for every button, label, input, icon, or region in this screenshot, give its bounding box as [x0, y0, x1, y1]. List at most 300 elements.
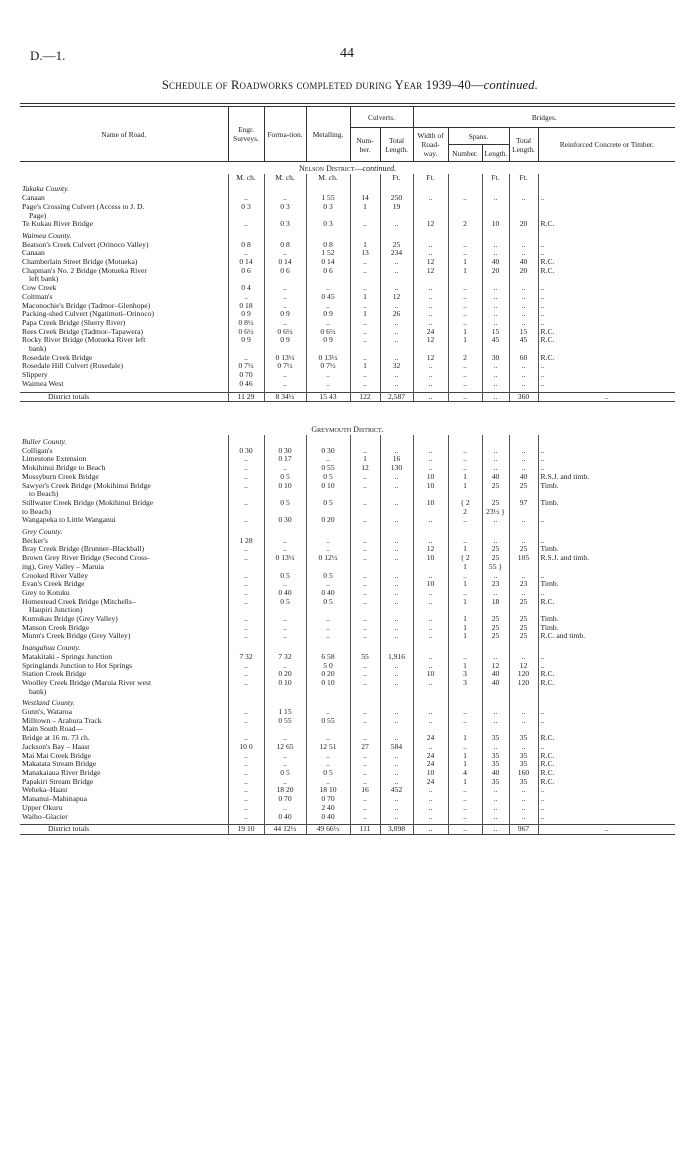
culvert-length: .. — [380, 319, 413, 328]
formation: 0 3 — [264, 203, 306, 212]
formation: .. — [264, 319, 306, 328]
road-name: Stillwater Creek Bridge (Mokihinui Bridge — [22, 498, 154, 507]
table-row — [20, 670, 675, 679]
bridge-length: .. — [509, 717, 538, 726]
construction-type — [538, 688, 675, 697]
roadway-width: .. — [413, 795, 448, 804]
culvert-length: .. — [380, 589, 413, 598]
construction-type: R.C. — [538, 354, 675, 363]
table-row — [20, 275, 675, 284]
culvert-number: 1 — [350, 241, 380, 250]
table-row — [20, 354, 675, 363]
table-row — [20, 606, 675, 615]
construction-type: .. — [538, 380, 675, 389]
culvert-length — [380, 508, 413, 517]
roadway-width: .. — [413, 743, 448, 752]
metalling: 5 0 — [306, 662, 350, 671]
bridge-length: 15 — [509, 328, 538, 337]
road-name: Brown Grey River Bridge (Second Cross- — [22, 554, 150, 563]
engr-surveys — [228, 563, 264, 572]
culvert-number: .. — [350, 447, 380, 456]
road-name: Bray Creek Bridge (Brunner–Blackball) — [22, 545, 145, 554]
roadway-width: .. — [413, 380, 448, 389]
metalling: .. — [306, 760, 350, 769]
road-name: Packing-shed Culvert (Ngatimoti–Orinoco) — [22, 310, 155, 319]
road-name: bank) — [29, 687, 47, 696]
construction-type: .. — [538, 249, 675, 258]
roadway-width: 24 — [413, 760, 448, 769]
road-name: Canaan — [22, 249, 45, 258]
culvert-length: .. — [380, 670, 413, 679]
bridge-length: 160 — [509, 769, 538, 778]
roadway-width: .. — [413, 537, 448, 546]
formation: 0 70 — [264, 795, 306, 804]
spacer — [448, 232, 482, 241]
formation — [264, 688, 306, 697]
culvert-length: .. — [380, 482, 413, 491]
spacer — [306, 699, 350, 708]
construction-type: R.S.J. and timb. — [538, 554, 675, 563]
formation: .. — [264, 302, 306, 311]
spans-length: .. — [482, 362, 509, 371]
total-roadway-width: .. — [413, 392, 448, 402]
spans-number: .. — [448, 717, 482, 726]
construction-type: .. — [538, 241, 675, 250]
formation: 0 6 — [264, 267, 306, 276]
bridge-length: 23 — [509, 580, 538, 589]
formation: .. — [264, 734, 306, 743]
roadway-width: .. — [413, 194, 448, 203]
spans-length: .. — [482, 572, 509, 581]
culvert-length: .. — [380, 499, 413, 508]
bridge-length: .. — [509, 455, 538, 464]
construction-type — [538, 725, 675, 734]
culvert-length: .. — [380, 679, 413, 688]
schedule-body — [20, 162, 675, 835]
culvert-number: 1 — [350, 310, 380, 319]
spans-length: 18 — [482, 598, 509, 607]
engr-surveys — [228, 606, 264, 615]
roadway-width: 24 — [413, 328, 448, 337]
spans-number: .. — [448, 380, 482, 389]
culvert-length: .. — [380, 371, 413, 380]
road-name: Coltman's — [22, 292, 53, 301]
metalling: 0 5 — [306, 473, 350, 482]
formation: .. — [264, 632, 306, 641]
spacer — [482, 644, 509, 653]
bridge-length: .. — [509, 362, 538, 371]
culvert-length: 19 — [380, 203, 413, 212]
spans-length: 35 — [482, 760, 509, 769]
table-row — [20, 203, 675, 212]
formation: 0 13½ — [264, 554, 306, 563]
spans-number: .. — [448, 241, 482, 250]
spans-number: 4 — [448, 769, 482, 778]
road-name: Homestead Creek Bridge (Mitchells– — [22, 597, 136, 606]
roadway-width: .. — [413, 679, 448, 688]
table-row — [20, 563, 675, 572]
table-row — [20, 786, 675, 795]
culvert-length: .. — [380, 795, 413, 804]
col-header-formation: Forma-tion. — [264, 107, 306, 162]
roadway-width: 12 — [413, 258, 448, 267]
engr-surveys — [228, 508, 264, 517]
culvert-length: .. — [380, 328, 413, 337]
metalling: .. — [306, 632, 350, 641]
road-name: Mananui–Mahinapua — [22, 795, 87, 804]
culvert-length: .. — [380, 624, 413, 633]
culvert-length — [380, 275, 413, 284]
construction-type: .. — [538, 743, 675, 752]
construction-type: .. — [538, 537, 675, 546]
table-row — [20, 743, 675, 752]
spans-length: 12 — [482, 662, 509, 671]
formation: 0 20 — [264, 670, 306, 679]
culvert-length: 234 — [380, 249, 413, 258]
metalling: 0 6 — [306, 267, 350, 276]
spans-length: .. — [482, 464, 509, 473]
formation: .. — [264, 371, 306, 380]
table-row — [20, 371, 675, 380]
roadway-width: 10 — [413, 554, 448, 563]
roadway-width — [413, 606, 448, 615]
engr-surveys: .. — [228, 455, 264, 464]
unit-label: Ft. — [413, 174, 448, 183]
engr-surveys: .. — [228, 354, 264, 363]
culvert-length: 250 — [380, 194, 413, 203]
total-formation: 8 34½ — [264, 392, 306, 402]
metalling: 0 5 — [306, 598, 350, 607]
culvert-number — [350, 688, 380, 697]
culvert-length: .. — [380, 734, 413, 743]
table-row — [20, 598, 675, 607]
unit-label: Ft. — [509, 174, 538, 183]
spacer — [228, 438, 264, 447]
construction-type — [538, 203, 675, 212]
roadway-width: .. — [413, 284, 448, 293]
bridge-length: .. — [509, 302, 538, 311]
bridge-length: .. — [509, 743, 538, 752]
culvert-length: 16 — [380, 455, 413, 464]
construction-type: .. — [538, 302, 675, 311]
formation: 0 5 — [264, 473, 306, 482]
spacer — [538, 232, 675, 241]
engr-surveys: .. — [228, 249, 264, 258]
culvert-number — [350, 563, 380, 572]
table-row — [20, 554, 675, 563]
table-row — [20, 760, 675, 769]
district-heading — [20, 165, 675, 174]
table-row — [20, 795, 675, 804]
road-name: Bridge at 16 m. 73 ch. — [22, 734, 90, 743]
road-name: Papa Creek Bridge (Sherry River) — [22, 318, 126, 327]
culvert-number: .. — [350, 632, 380, 641]
spans-length: 30 — [482, 354, 509, 363]
spans-number: 1 — [448, 752, 482, 761]
metalling: 0 55 — [306, 464, 350, 473]
table-row — [20, 499, 675, 508]
roadway-width: .. — [413, 717, 448, 726]
construction-type: .. — [538, 464, 675, 473]
spacer — [538, 644, 675, 653]
county-heading — [20, 528, 675, 537]
spacer — [448, 528, 482, 537]
bridge-length — [509, 212, 538, 221]
bridge-length: 40 — [509, 473, 538, 482]
spans-length: 40 — [482, 258, 509, 267]
culvert-number: .. — [350, 499, 380, 508]
engr-surveys: 0 6½ — [228, 328, 264, 337]
road-name: Rosedale Hill Culvert (Rosedale) — [22, 362, 124, 371]
spacer — [413, 644, 448, 653]
bridge-length: 97 — [509, 499, 538, 508]
spacer — [228, 644, 264, 653]
spans-number: 1 — [448, 482, 482, 491]
metalling: 0 9 — [306, 336, 350, 345]
formation: .. — [264, 537, 306, 546]
culvert-number: .. — [350, 284, 380, 293]
spans-length: 25 — [482, 632, 509, 641]
table-row — [20, 310, 675, 319]
culvert-number: .. — [350, 769, 380, 778]
spans-length: .. — [482, 249, 509, 258]
formation — [264, 212, 306, 221]
roadway-width: .. — [413, 516, 448, 525]
road-name: Rees Creek Bridge (Tadmor–Tapawera) — [22, 327, 144, 336]
culvert-number: .. — [350, 760, 380, 769]
metalling: .. — [306, 580, 350, 589]
engr-surveys: .. — [228, 572, 264, 581]
spacer — [350, 232, 380, 241]
roadway-width: .. — [413, 310, 448, 319]
page-title — [0, 78, 700, 93]
formation: .. — [264, 284, 306, 293]
bridge-length: 105 — [509, 554, 538, 563]
table-row — [20, 580, 675, 589]
total-spans-length: .. — [482, 825, 509, 835]
engr-surveys: .. — [228, 545, 264, 554]
formation — [264, 606, 306, 615]
table-row — [20, 813, 675, 822]
engr-surveys: .. — [228, 516, 264, 525]
road-name: Maconochie's Bridge (Tadmor–Glenhope) — [22, 301, 151, 310]
culvert-length — [380, 606, 413, 615]
metalling — [306, 212, 350, 221]
road-name: Kumukau Bridge (Grey Valley) — [22, 615, 118, 624]
construction-type: .. — [538, 589, 675, 598]
engr-surveys: .. — [228, 624, 264, 633]
bridge-length: 20 — [509, 267, 538, 276]
engr-surveys: .. — [228, 220, 264, 229]
formation: 0 17 — [264, 455, 306, 464]
district-name: Nelson District— — [298, 165, 363, 173]
county-name: Westland County. — [22, 699, 75, 708]
bridge-length — [509, 490, 538, 499]
roadway-width: .. — [413, 632, 448, 641]
culvert-number: .. — [350, 537, 380, 546]
road-name: Waiho–Glacier — [22, 812, 68, 821]
formation — [264, 275, 306, 284]
culvert-length: .. — [380, 717, 413, 726]
road-name: Wangapeka to Little Wanganui — [22, 516, 116, 525]
spans-length: .. — [482, 241, 509, 250]
spacer — [482, 185, 509, 194]
culvert-number: .. — [350, 380, 380, 389]
formation: 0 5 — [264, 499, 306, 508]
roadway-width: .. — [413, 241, 448, 250]
table-row — [20, 653, 675, 662]
county-heading — [20, 232, 675, 241]
bridge-length: 45 — [509, 336, 538, 345]
culvert-length: .. — [380, 473, 413, 482]
culvert-number: .. — [350, 328, 380, 337]
culvert-number: .. — [350, 804, 380, 813]
spans-length — [482, 203, 509, 212]
bridge-length: 35 — [509, 734, 538, 743]
formation: 0 6½ — [264, 328, 306, 337]
bridge-length: .. — [509, 447, 538, 456]
spacer — [482, 232, 509, 241]
road-name: Rocky River Bridge (Motueka River left — [22, 336, 146, 345]
culvert-number: 12 — [350, 464, 380, 473]
roadway-width: .. — [413, 589, 448, 598]
spans-number: .. — [448, 302, 482, 311]
culvert-number: .. — [350, 354, 380, 363]
construction-type: .. — [538, 293, 675, 302]
roadway-width: .. — [413, 362, 448, 371]
culvert-number: .. — [350, 662, 380, 671]
engr-surveys: 0 8½ — [228, 319, 264, 328]
formation: 0 55 — [264, 717, 306, 726]
road-name: Page's Crossing Culvert (Access to J. D. — [22, 202, 145, 211]
culvert-number: .. — [350, 302, 380, 311]
metalling: 0 10 — [306, 679, 350, 688]
construction-type: Timb. — [538, 545, 675, 554]
spacer — [264, 232, 306, 241]
construction-type: .. — [538, 572, 675, 581]
engr-surveys: 0 3 — [228, 203, 264, 212]
road-name: left bank) — [29, 275, 59, 284]
roadway-width: .. — [413, 572, 448, 581]
bridge-length: .. — [509, 589, 538, 598]
roadway-width — [413, 725, 448, 734]
road-name: Mai Mai Creek Bridge — [22, 751, 91, 760]
table-row — [20, 537, 675, 546]
culvert-number: 1 — [350, 203, 380, 212]
spans-number: .. — [448, 708, 482, 717]
col-header-culvert-length: Total Length. — [380, 128, 413, 162]
spacer — [264, 528, 306, 537]
spans-length: 23½ } — [482, 508, 509, 517]
table-row — [20, 572, 675, 581]
bridge-length: .. — [509, 284, 538, 293]
bridge-length: .. — [509, 708, 538, 717]
culvert-number — [350, 275, 380, 284]
table-row — [20, 212, 675, 221]
total-metalling: 49 66½ — [306, 825, 350, 835]
formation: .. — [264, 464, 306, 473]
road-name: Waimea West — [22, 379, 64, 388]
total-engr-surveys: 11 29 — [228, 392, 264, 402]
metalling — [306, 606, 350, 615]
roadway-width: .. — [413, 662, 448, 671]
construction-type — [538, 275, 675, 284]
culvert-number: .. — [350, 752, 380, 761]
col-header-name: Name of Road. — [20, 107, 228, 162]
spans-length: .. — [482, 653, 509, 662]
metalling: 0 8 — [306, 241, 350, 250]
culvert-length: 25 — [380, 241, 413, 250]
culvert-length: .. — [380, 769, 413, 778]
culvert-length: 584 — [380, 743, 413, 752]
spans-length: .. — [482, 302, 509, 311]
bridge-length: .. — [509, 310, 538, 319]
col-header-bridge-length: Total Length. — [509, 128, 538, 162]
formation: 7 32 — [264, 653, 306, 662]
road-name: Colligan's — [22, 446, 53, 455]
culvert-length — [380, 345, 413, 354]
engr-surveys: .. — [228, 804, 264, 813]
spacer — [509, 185, 538, 194]
culvert-number: .. — [350, 336, 380, 345]
district-totals-row — [20, 392, 675, 402]
culvert-number: .. — [350, 371, 380, 380]
culvert-number: .. — [350, 258, 380, 267]
formation — [264, 563, 306, 572]
culvert-length: .. — [380, 760, 413, 769]
bridge-length: .. — [509, 795, 538, 804]
construction-type — [538, 345, 675, 354]
road-name: Page) — [29, 211, 47, 220]
spans-length: .. — [482, 371, 509, 380]
metalling: 1 55 — [306, 194, 350, 203]
culvert-number: .. — [350, 670, 380, 679]
spans-length: 35 — [482, 778, 509, 787]
culvert-length: .. — [380, 813, 413, 822]
spans-number: .. — [448, 284, 482, 293]
culvert-number: .. — [350, 708, 380, 717]
culvert-length: .. — [380, 545, 413, 554]
bridge-length: .. — [509, 380, 538, 389]
construction-type: R.C. — [538, 679, 675, 688]
engr-surveys: 0 14 — [228, 258, 264, 267]
formation: 0 30 — [264, 516, 306, 525]
bridge-length: 60 — [509, 354, 538, 363]
total-culvert-length: 2,587 — [380, 392, 413, 402]
spacer — [509, 644, 538, 653]
spans-number: .. — [448, 813, 482, 822]
bridge-length: .. — [509, 516, 538, 525]
roadway-width: 10 — [413, 769, 448, 778]
spans-length: 35 — [482, 752, 509, 761]
culvert-number: .. — [350, 220, 380, 229]
metalling: .. — [306, 319, 350, 328]
metalling: 0 40 — [306, 813, 350, 822]
spans-length — [482, 688, 509, 697]
spans-length: .. — [482, 786, 509, 795]
table-row — [20, 662, 675, 671]
engr-surveys: .. — [228, 580, 264, 589]
road-name: Matakitaki - Springs Junction — [22, 652, 113, 661]
spans-number: .. — [448, 293, 482, 302]
construction-type: Timb. — [538, 580, 675, 589]
formation: .. — [264, 293, 306, 302]
spans-number: .. — [448, 743, 482, 752]
road-name: bank) — [29, 345, 47, 354]
roadway-width: 12 — [413, 220, 448, 229]
road-name: Limestone Extension — [22, 455, 87, 464]
spans-length: .. — [482, 284, 509, 293]
